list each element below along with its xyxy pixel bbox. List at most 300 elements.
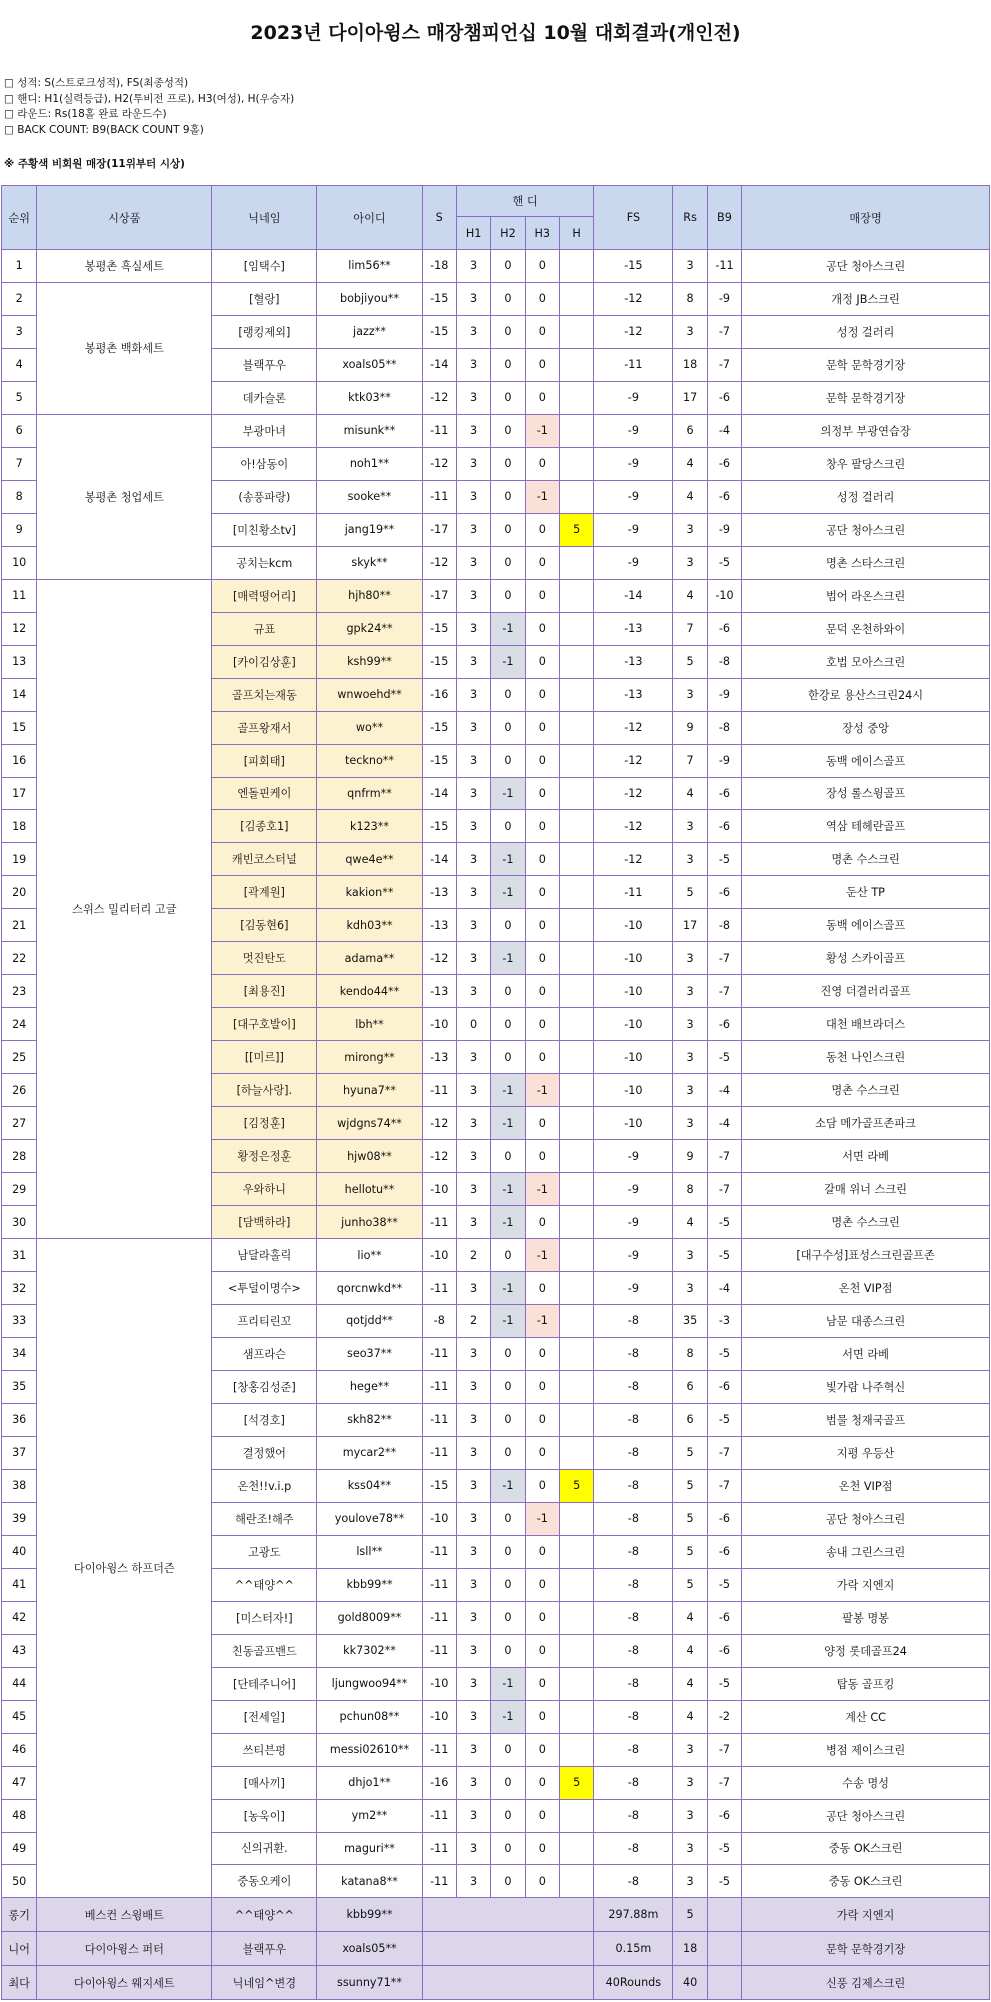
nickname-cell: 데카슬론 [212,381,317,414]
nickname-cell: 온천!!v.i.p [212,1469,317,1502]
note-score: □ 성적: S(스트로크성적), FS(최종성적) [4,77,189,89]
h1-cell: 3 [456,579,490,612]
nickname-cell: [석경호] [212,1403,317,1436]
h1-cell: 3 [456,1469,490,1502]
backcount-cell: -7 [707,1733,741,1766]
store-cell: 대천 배브라더스 [742,1008,990,1041]
id-cell: lbh** [317,1008,422,1041]
store-cell: 명촌 수스크린 [742,1074,990,1107]
backcount-cell: -6 [707,447,741,480]
stroke-cell: -11 [422,480,456,513]
h2-cell: 0 [491,1370,525,1403]
stroke-cell: -14 [422,348,456,381]
final-score-cell: -8 [594,1700,673,1733]
prize-cell: 봉평촌 흑실세트 [37,250,212,283]
h-cell [559,1173,593,1206]
id-cell: kbb99** [317,1898,422,1932]
nickname-cell: [미스터자!] [212,1601,317,1634]
h-cell [559,315,593,348]
nickname-cell: [혈랑] [212,282,317,315]
id-cell: xoals05** [317,348,422,381]
rounds-cell: 3 [673,1008,707,1041]
nickname-cell: 샘프라슨 [212,1337,317,1370]
rounds-cell: 3 [673,843,707,876]
id-cell: noh1** [317,447,422,480]
h2-cell: -1 [491,1469,525,1502]
id-cell: wnwoehd** [317,678,422,711]
h-cell [559,810,593,843]
stroke-cell: -12 [422,1140,456,1173]
nickname-cell: 골프치는재동 [212,678,317,711]
stroke-cell: -15 [422,645,456,678]
final-score-cell: -12 [594,843,673,876]
rank-cell: 6 [2,414,37,447]
id-cell: ljungwoo94** [317,1667,422,1700]
header-backcount: B9 [707,186,741,250]
rank-cell: 8 [2,480,37,513]
final-score-cell: -12 [594,282,673,315]
header-rank: 순위 [2,186,37,250]
h1-cell: 3 [456,1272,490,1305]
empty-cell [707,1966,741,2000]
award-label-cell: 롱기 [2,1898,37,1932]
legend-notes [4,76,294,138]
backcount-cell: -9 [707,678,741,711]
final-score-cell: -8 [594,1502,673,1535]
final-score-cell: -10 [594,1107,673,1140]
h-cell [559,348,593,381]
backcount-cell: -3 [707,1305,741,1338]
final-score-cell: -14 [594,579,673,612]
rank-cell: 13 [2,645,37,678]
h3-cell: 0 [525,1733,559,1766]
h3-cell: -1 [525,1502,559,1535]
rounds-cell: 3 [673,1041,707,1074]
nickname-cell: 공치는kcm [212,546,317,579]
backcount-cell: -2 [707,1700,741,1733]
rounds-cell: 6 [673,1370,707,1403]
h2-cell: 0 [491,711,525,744]
rank-cell: 46 [2,1733,37,1766]
nickname-cell: 엔돌핀케이 [212,777,317,810]
rank-cell: 35 [2,1370,37,1403]
rank-cell: 10 [2,546,37,579]
h-cell [559,1865,593,1898]
prize-cell: 다이아윙스 퍼터 [37,1932,212,1966]
id-cell: hjw08** [317,1140,422,1173]
h2-cell: 0 [491,744,525,777]
h3-cell: 0 [525,447,559,480]
backcount-cell: -5 [707,1865,741,1898]
h3-cell: 0 [525,1107,559,1140]
rank-cell: 7 [2,447,37,480]
final-score-cell: -9 [594,1140,673,1173]
h3-cell: -1 [525,1305,559,1338]
h1-cell: 3 [456,381,490,414]
nickname-cell: [피회태] [212,744,317,777]
store-cell: 지평 우등산 [742,1436,990,1469]
stroke-cell: -13 [422,975,456,1008]
empty-cell [707,1898,741,1932]
non-member-notice: ※ 주황색 비회원 매장(11위부터 시상) [4,158,185,170]
rank-cell: 23 [2,975,37,1008]
id-cell: wo** [317,711,422,744]
store-cell: 탑동 골프킹 [742,1667,990,1700]
backcount-cell: -9 [707,744,741,777]
final-score-cell: -9 [594,447,673,480]
h-cell: 5 [559,1469,593,1502]
h3-cell: 0 [525,315,559,348]
backcount-cell: -6 [707,381,741,414]
rank-cell: 16 [2,744,37,777]
h2-cell: 0 [491,1535,525,1568]
h2-cell: 0 [491,1568,525,1601]
header-h3: H3 [525,217,559,250]
store-cell: 문학 문학경기장 [742,1932,990,1966]
final-score-cell: -8 [594,1601,673,1634]
h2-cell: -1 [491,1305,525,1338]
rounds-cell: 6 [673,1403,707,1436]
h3-cell: -1 [525,414,559,447]
store-cell: 중동 OK스크린 [742,1865,990,1898]
rounds-cell: 3 [673,250,707,283]
store-cell: 성정 걸러리 [742,480,990,513]
stroke-cell: -11 [422,1832,456,1865]
backcount-cell: -7 [707,315,741,348]
h3-cell: 0 [525,1766,559,1799]
final-score-cell: -8 [594,1403,673,1436]
h-cell [559,1832,593,1865]
nickname-cell: [[미르]] [212,1041,317,1074]
h-cell [559,1667,593,1700]
stroke-cell: -16 [422,678,456,711]
header-final-score: FS [594,186,673,250]
stroke-cell: -11 [422,1206,456,1239]
store-cell: 문학 문학경기장 [742,381,990,414]
id-cell: dhjo1** [317,1766,422,1799]
h3-cell: 0 [525,1337,559,1370]
h1-cell: 3 [456,1634,490,1667]
stroke-cell: -12 [422,1107,456,1140]
h-cell [559,1206,593,1239]
h1-cell: 3 [456,942,490,975]
h1-cell: 3 [456,1436,490,1469]
rounds-cell: 3 [673,1766,707,1799]
prize-cell: 봉평촌 백화세트 [37,282,212,414]
rounds-cell: 4 [673,1601,707,1634]
h3-cell: 0 [525,1403,559,1436]
h3-cell: 0 [525,381,559,414]
rank-cell: 14 [2,678,37,711]
id-cell: xoals05** [317,1932,422,1966]
rounds-cell: 9 [673,1140,707,1173]
rank-cell: 32 [2,1272,37,1305]
award-label-cell: 최다 [2,1966,37,2000]
rounds-cell: 18 [673,348,707,381]
rounds-cell: 3 [673,1239,707,1272]
rank-cell: 9 [2,513,37,546]
h1-cell: 3 [456,315,490,348]
final-score-cell: -9 [594,1173,673,1206]
final-score-cell: -8 [594,1733,673,1766]
final-score-cell: -8 [594,1832,673,1865]
h-cell [559,612,593,645]
rounds-cell: 18 [673,1932,707,1966]
h3-cell: 0 [525,1370,559,1403]
h-cell [559,1305,593,1338]
final-score-cell: -8 [594,1634,673,1667]
h3-cell: 0 [525,1206,559,1239]
h2-cell: 0 [491,1832,525,1865]
rank-cell: 1 [2,250,37,283]
h2-cell: 0 [491,513,525,546]
id-cell: kk7302** [317,1634,422,1667]
stroke-cell: -12 [422,942,456,975]
rounds-cell: 8 [673,1337,707,1370]
header-store: 매장명 [742,186,990,250]
h2-cell: 0 [491,1239,525,1272]
backcount-cell: -5 [707,1206,741,1239]
rounds-cell: 4 [673,1667,707,1700]
rounds-cell: 5 [673,1469,707,1502]
backcount-cell: -5 [707,1667,741,1700]
rank-cell: 43 [2,1634,37,1667]
rank-cell: 50 [2,1865,37,1898]
backcount-cell: -10 [707,579,741,612]
store-cell: 황성 스카이골프 [742,942,990,975]
final-score-cell: -9 [594,546,673,579]
nickname-cell: 황정은정훈 [212,1140,317,1173]
stroke-cell: -17 [422,513,456,546]
store-cell: 신풍 김제스크린 [742,1966,990,2000]
h-cell [559,1403,593,1436]
h1-cell: 3 [456,645,490,678]
h1-cell: 3 [456,1041,490,1074]
h-cell [559,1568,593,1601]
h2-cell: 0 [491,909,525,942]
h3-cell: 0 [525,282,559,315]
final-score-cell: -10 [594,942,673,975]
id-cell: qwe4e** [317,843,422,876]
h3-cell: 0 [525,1700,559,1733]
empty-cell [422,1932,594,1966]
store-cell: 호법 모아스크린 [742,645,990,678]
backcount-cell: -7 [707,1436,741,1469]
id-cell: hjh80** [317,579,422,612]
h1-cell: 3 [456,1799,490,1832]
id-cell: kakion** [317,876,422,909]
rounds-cell: 8 [673,1173,707,1206]
id-cell: adama** [317,942,422,975]
store-cell: 범어 라온스크린 [742,579,990,612]
rank-cell: 19 [2,843,37,876]
nickname-cell: [랭킹제외] [212,315,317,348]
h1-cell: 3 [456,711,490,744]
h3-cell: 0 [525,975,559,1008]
final-score-cell: -11 [594,348,673,381]
h-cell [559,1634,593,1667]
final-score-cell: -12 [594,777,673,810]
stroke-cell: -11 [422,1074,456,1107]
h2-cell: 0 [491,250,525,283]
h2-cell: -1 [491,1074,525,1107]
h3-cell: 0 [525,1272,559,1305]
table-row [2,579,990,612]
backcount-cell: -8 [707,645,741,678]
nickname-cell: (송풍파랑) [212,480,317,513]
backcount-cell: -5 [707,1832,741,1865]
store-cell: 역삼 테헤란골프 [742,810,990,843]
h3-cell: 0 [525,843,559,876]
h3-cell: 0 [525,678,559,711]
nickname-cell: 남달라홀릭 [212,1239,317,1272]
final-score-cell: 297.88m [594,1898,673,1932]
prize-cell: 다이아윙스 하프더즌 [37,1239,212,1898]
h-cell [559,1041,593,1074]
rank-cell: 5 [2,381,37,414]
special-awards [2,1898,990,2000]
stroke-cell: -11 [422,1272,456,1305]
final-score-cell: -8 [594,1337,673,1370]
rank-cell: 15 [2,711,37,744]
h3-cell: 0 [525,810,559,843]
rounds-cell: 3 [673,546,707,579]
header-id: 아이디 [317,186,422,250]
id-cell: ksh99** [317,645,422,678]
nickname-cell: [카이김상훈] [212,645,317,678]
final-score-cell: -15 [594,250,673,283]
store-cell: 장성 중앙 [742,711,990,744]
h1-cell: 3 [456,1502,490,1535]
nickname-cell: 중동오케이 [212,1865,317,1898]
store-cell: 온천 VIP점 [742,1272,990,1305]
h1-cell: 3 [456,1173,490,1206]
h-cell [559,414,593,447]
nickname-cell: [김정훈] [212,1107,317,1140]
store-cell: 장성 롤스윙골프 [742,777,990,810]
backcount-cell: -7 [707,348,741,381]
store-cell: 창우 팔당스크린 [742,447,990,480]
rounds-cell: 4 [673,480,707,513]
table-row [2,250,990,283]
h-cell [559,282,593,315]
backcount-cell: -5 [707,1337,741,1370]
rank-cell: 42 [2,1601,37,1634]
h3-cell: 0 [525,744,559,777]
backcount-cell: -8 [707,909,741,942]
h1-cell: 3 [456,447,490,480]
rounds-cell: 5 [673,1502,707,1535]
rounds-cell: 3 [673,942,707,975]
rank-cell: 47 [2,1766,37,1799]
rank-cell: 18 [2,810,37,843]
backcount-cell: -5 [707,1239,741,1272]
store-cell: 중동 OK스크린 [742,1832,990,1865]
nickname-cell: [곽계원] [212,876,317,909]
backcount-cell: -11 [707,250,741,283]
results-table [1,185,990,2000]
store-cell: 동천 나인스크린 [742,1041,990,1074]
h-cell [559,678,593,711]
h2-cell: 0 [491,579,525,612]
stroke-cell: -11 [422,1403,456,1436]
final-score-cell: 40Rounds [594,1966,673,2000]
store-cell: 명촌 수스크린 [742,1206,990,1239]
h1-cell: 3 [456,843,490,876]
store-cell: 공단 청아스크린 [742,1502,990,1535]
h2-cell: 0 [491,810,525,843]
backcount-cell: -6 [707,1008,741,1041]
rounds-cell: 3 [673,1865,707,1898]
h2-cell: -1 [491,1107,525,1140]
store-cell: 가락 지엔지 [742,1568,990,1601]
rank-cell: 29 [2,1173,37,1206]
h-cell: 5 [559,513,593,546]
final-score-cell: -13 [594,612,673,645]
backcount-cell: -4 [707,1107,741,1140]
h-cell [559,447,593,480]
h3-cell: 0 [525,1436,559,1469]
nickname-cell: [김종호1] [212,810,317,843]
empty-cell [422,1966,594,2000]
h2-cell: 0 [491,1865,525,1898]
store-cell: 명촌 스타스크린 [742,546,990,579]
id-cell: qnfrm** [317,777,422,810]
rounds-cell: 5 [673,1898,707,1932]
store-cell: 한강로 용산스크린24시 [742,678,990,711]
final-score-cell: -8 [594,1865,673,1898]
rounds-cell: 4 [673,777,707,810]
rank-cell: 3 [2,315,37,348]
nickname-cell: [대구호발이] [212,1008,317,1041]
stroke-cell: -12 [422,546,456,579]
final-score-cell: 0.15m [594,1932,673,1966]
rank-cell: 20 [2,876,37,909]
final-score-cell: -8 [594,1568,673,1601]
id-cell: mirong** [317,1041,422,1074]
nickname-cell: [전세일] [212,1700,317,1733]
h-cell [559,546,593,579]
h1-cell: 3 [456,876,490,909]
stroke-cell: -10 [422,1700,456,1733]
rank-cell: 48 [2,1799,37,1832]
store-cell: 문덕 온천하와이 [742,612,990,645]
id-cell: kendo44** [317,975,422,1008]
h2-cell: 0 [491,1766,525,1799]
id-cell: kss04** [317,1469,422,1502]
h-cell [559,942,593,975]
h3-cell: 0 [525,909,559,942]
h-cell [559,1272,593,1305]
h-cell [559,1337,593,1370]
note-handicap: □ 핸디: H1(실력등급), H2(투비전 프로), H3(여성), H(우승자) [4,92,295,105]
id-cell: hellotu** [317,1173,422,1206]
header-stroke: S [422,186,456,250]
h-cell [559,1733,593,1766]
backcount-cell: -6 [707,1601,741,1634]
nickname-cell: [미친황소tv] [212,513,317,546]
store-cell: 성정 걸러리 [742,315,990,348]
rank-cell: 39 [2,1502,37,1535]
nickname-cell: [매사끼] [212,1766,317,1799]
id-cell: hege** [317,1370,422,1403]
results-body [2,250,990,1898]
rank-cell: 24 [2,1008,37,1041]
id-cell: kbb99** [317,1568,422,1601]
stroke-cell: -15 [422,282,456,315]
stroke-cell: -15 [422,810,456,843]
rank-cell: 38 [2,1469,37,1502]
